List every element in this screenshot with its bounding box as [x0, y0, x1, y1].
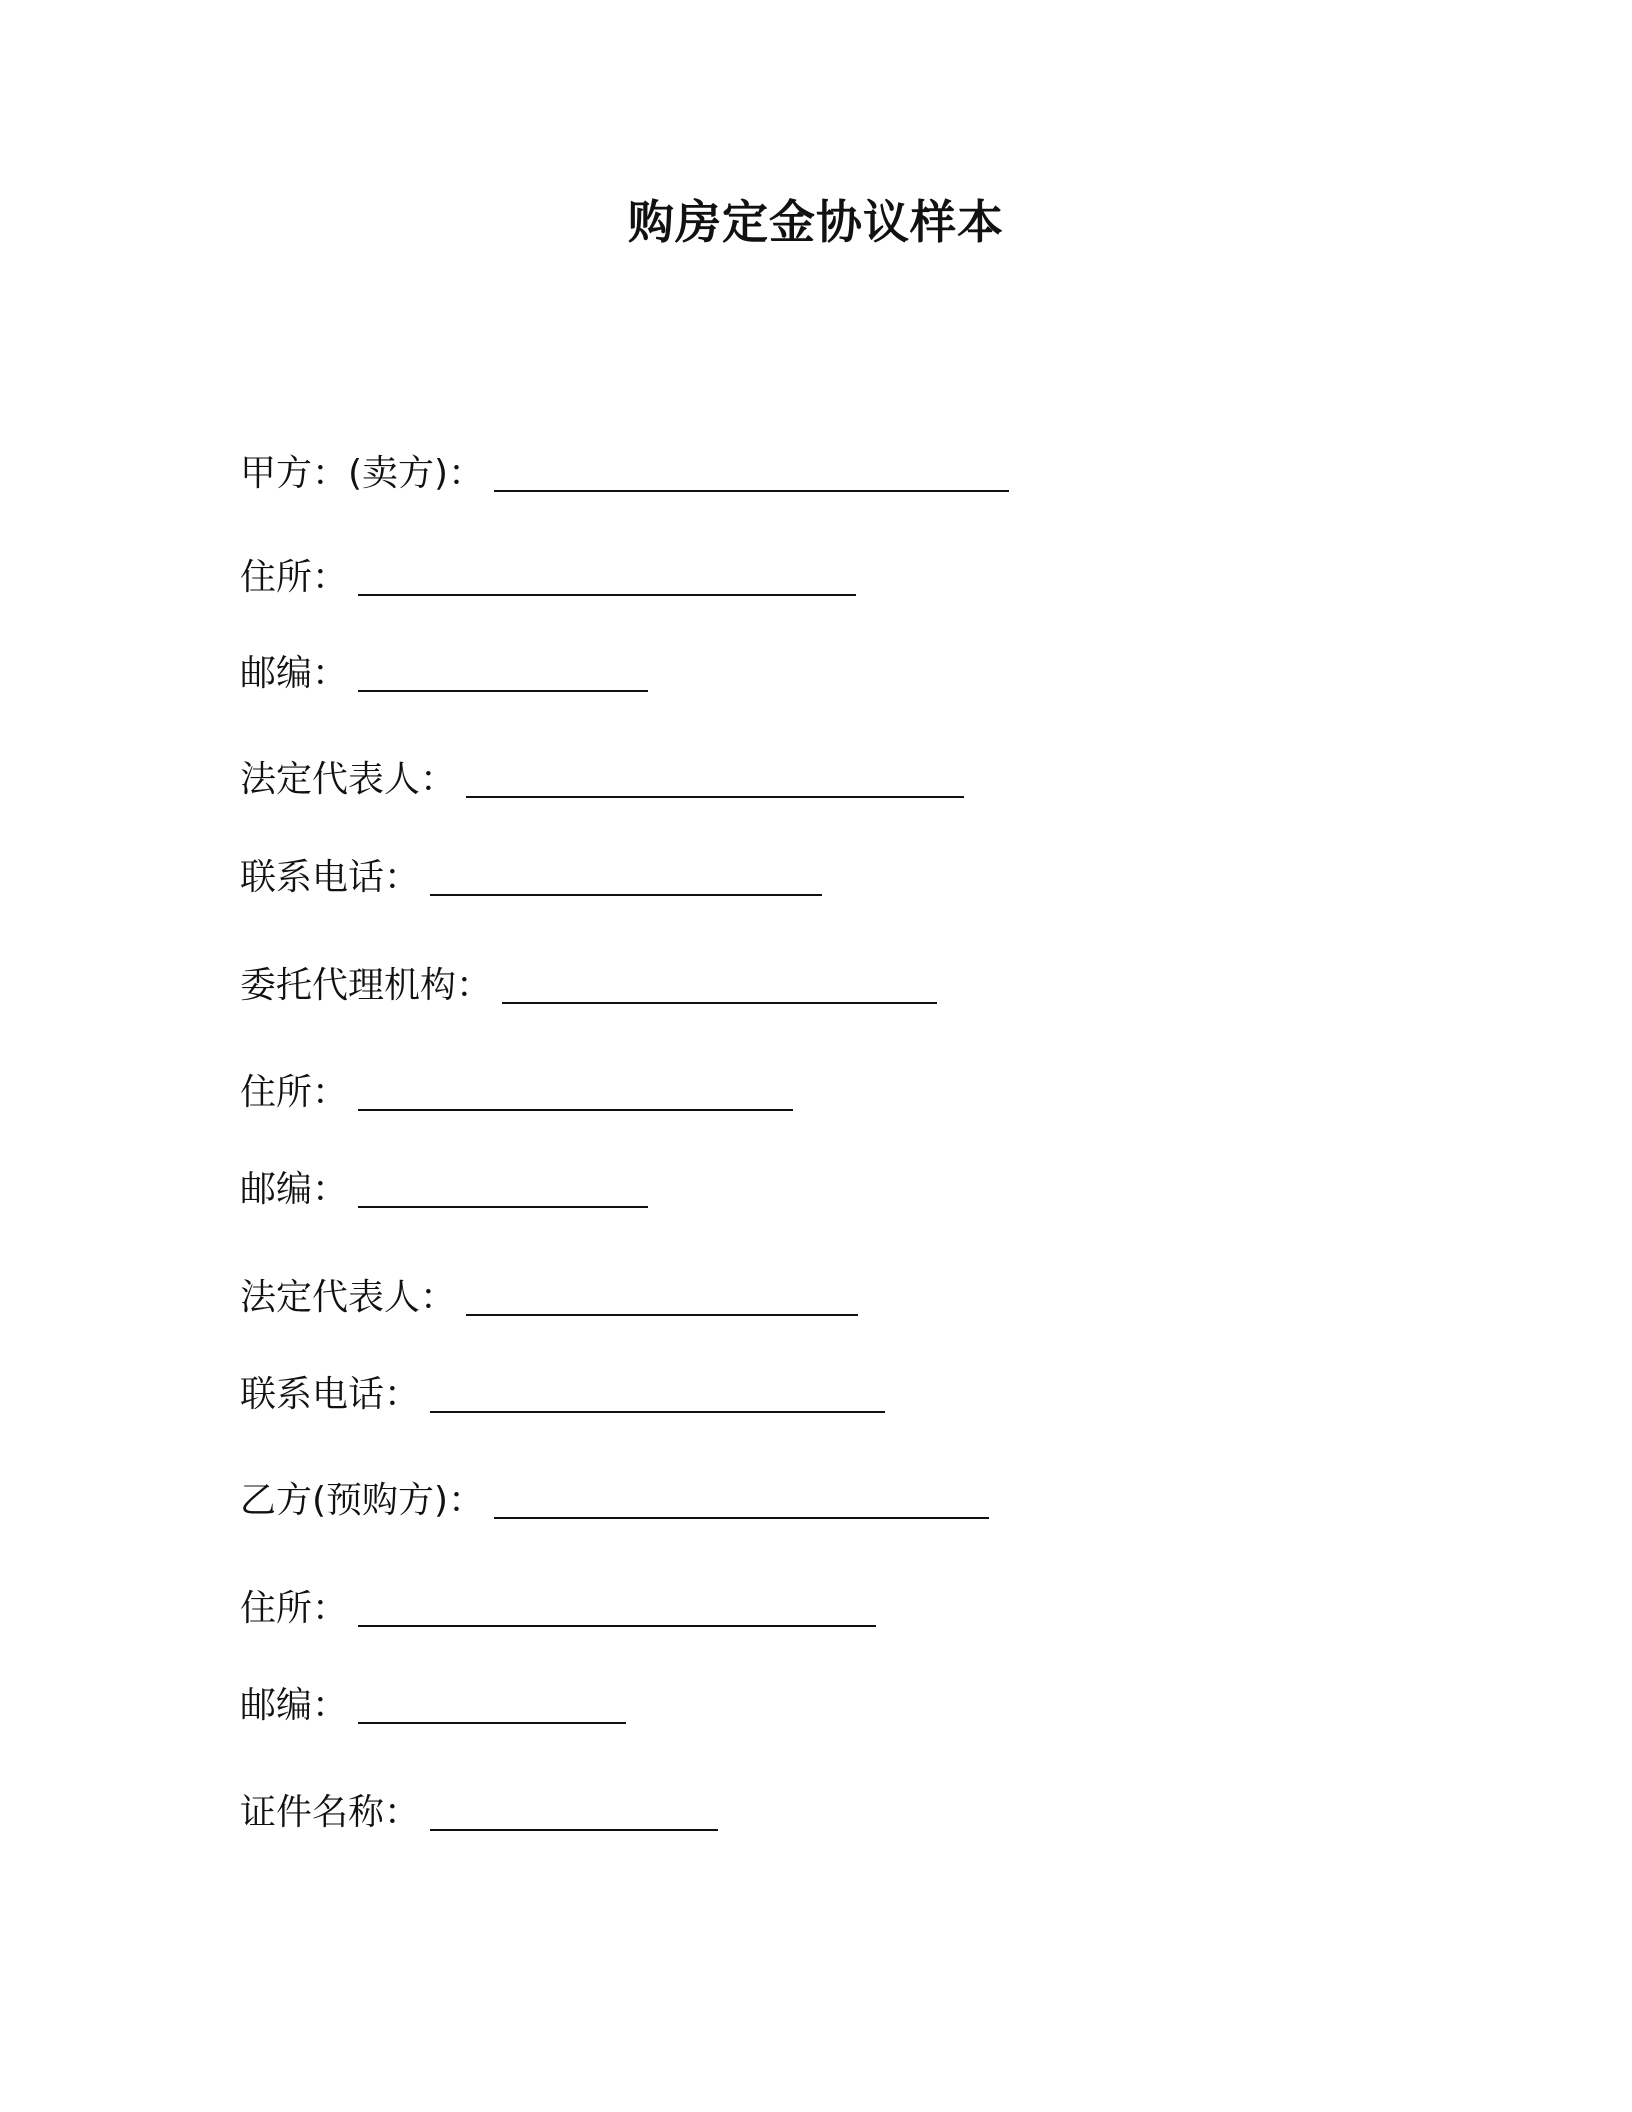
fill-in-blank[interactable]: [358, 1200, 648, 1208]
field-label: 住所：: [240, 557, 349, 598]
seller-phone-field: [240, 850, 822, 900]
agency-phone-field: [240, 1367, 885, 1417]
document-title: 购房定金协议样本: [628, 195, 1004, 249]
buyer-id-type-field: [240, 1785, 718, 1835]
agency-field: [240, 958, 937, 1008]
fill-in-blank[interactable]: [358, 684, 648, 692]
fill-in-blank[interactable]: [430, 1823, 718, 1831]
field-label: 乙方(预购方)：: [240, 1480, 485, 1521]
field-label: 住所：: [240, 1588, 349, 1629]
field-label: 证件名称：: [240, 1792, 421, 1833]
field-label: 法定代表人：: [240, 759, 457, 800]
field-label: 邮编：: [240, 653, 349, 694]
field-label: 委托代理机构：: [240, 965, 493, 1006]
buyer-field: [240, 1473, 989, 1523]
field-label: 邮编：: [240, 1169, 349, 1210]
fill-in-blank[interactable]: [494, 1511, 989, 1519]
agency-address-field: [240, 1065, 793, 1115]
fill-in-blank[interactable]: [358, 1619, 876, 1627]
fill-in-blank[interactable]: [358, 588, 856, 596]
fill-in-blank[interactable]: [466, 790, 964, 798]
field-label: 住所：: [240, 1072, 349, 1113]
seller-field: [240, 446, 1009, 496]
field-label: 邮编：: [240, 1685, 349, 1726]
agency-postcode-field: [240, 1162, 648, 1212]
fill-in-blank[interactable]: [358, 1716, 626, 1724]
fill-in-blank[interactable]: [502, 996, 937, 1004]
field-label: 甲方：(卖方)：: [240, 453, 485, 494]
fill-in-blank[interactable]: [358, 1103, 793, 1111]
buyer-postcode-field: [240, 1678, 626, 1728]
fill-in-blank[interactable]: [466, 1308, 858, 1316]
field-label: 联系电话：: [240, 1374, 421, 1415]
seller-postcode-field: [240, 646, 648, 696]
fill-in-blank[interactable]: [430, 1405, 885, 1413]
fill-in-blank[interactable]: [494, 484, 1009, 492]
field-label: 联系电话：: [240, 857, 421, 898]
seller-legal-rep-field: [240, 752, 964, 802]
seller-address-field: [240, 550, 856, 600]
fill-in-blank[interactable]: [430, 888, 822, 896]
buyer-address-field: [240, 1581, 876, 1631]
agency-legal-rep-field: [240, 1270, 858, 1320]
field-label: 法定代表人：: [240, 1277, 457, 1318]
